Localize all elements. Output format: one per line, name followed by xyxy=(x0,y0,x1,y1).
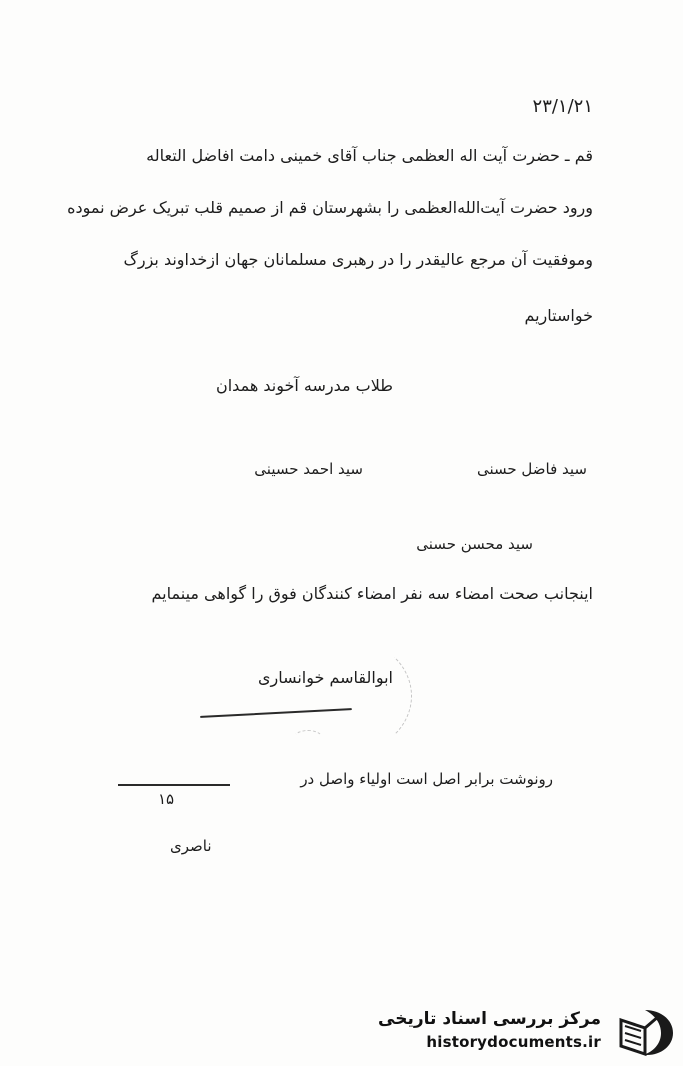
watermark-title: مرکز بررسی اسناد تاریخی xyxy=(378,1009,601,1029)
body-line-4: خواستاریم xyxy=(524,306,593,325)
watermark-url: historydocuments.ir xyxy=(426,1033,601,1051)
signatory-1: سید فاضل حسنی xyxy=(476,460,587,478)
body-line-2: ورود حضرت آیت‌الله‌العظمی را بشهرستان قم از صمیم قلب تبریک عرض نموده xyxy=(67,198,593,217)
book-quill-icon xyxy=(615,1006,675,1058)
signatory-2: سید احمد حسینی xyxy=(254,460,363,478)
body-line-1: قم ـ حضرت آیت اله العظمی جناب آقای خمینی دامت افاضل التعاله xyxy=(146,146,593,165)
clerk-name: ناصری xyxy=(170,837,212,855)
confirmation-line: اینجانب صحت امضاء سه نفر امضاء کنندگان فوق را گواهی مینمایم xyxy=(151,584,593,603)
sender-line: طلاب مدرسه آخوند همدان xyxy=(215,376,393,395)
signatory-3: سید محسن حسنی xyxy=(416,535,533,553)
watermark-logo xyxy=(378,1006,675,1058)
copy-note: رونوشت برابر اصل است اولیاء واصل در xyxy=(300,770,553,788)
copy-number: ۱۵ xyxy=(158,790,175,808)
body-line-3: وموفقیت آن مرجع عالیقدر را در رهبری مسلمانان جهان ازخداوند بزرگ xyxy=(123,250,593,269)
document-date: ۲۳/۱/۲۱ xyxy=(532,96,593,117)
confirmer-name: ابوالقاسم خوانساری xyxy=(257,668,393,687)
copy-underline xyxy=(118,784,230,786)
stamp-trace-small xyxy=(292,730,324,750)
